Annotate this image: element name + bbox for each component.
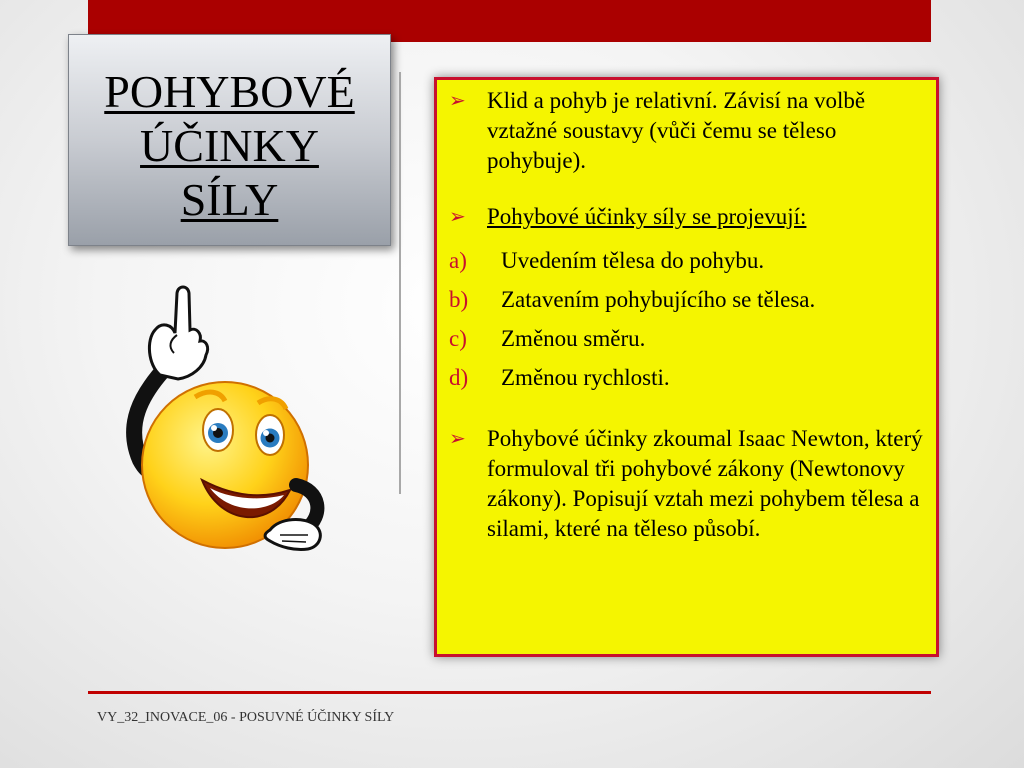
bullet-effects-heading: ➢ Pohybové účinky síly se projevují: bbox=[449, 202, 929, 232]
list-item: c) Změnou směru. bbox=[449, 326, 646, 351]
list-item: b) Zatavením pohybujícího se tělesa. bbox=[449, 287, 816, 312]
title-line-1: POHYBOVÉ bbox=[104, 66, 355, 117]
pointing-smiley-illustration bbox=[120, 285, 330, 575]
pointing-hand-icon bbox=[149, 287, 207, 379]
bullet-newton: ➢ Pohybové účinky zkoumal Isaac Newton, který formuloval tři pohybové zákony (Newtonovy zákony). Popisují vztah mezi pohybem tělesa a silami, které na těleso působí. bbox=[449, 426, 923, 541]
arrow-bullet-icon: ➢ bbox=[449, 428, 466, 450]
title-line-3: SÍLY bbox=[180, 174, 279, 225]
content-panel bbox=[434, 77, 939, 657]
list-item: d) Změnou rychlosti. bbox=[449, 365, 670, 390]
list-item: a) Uvedením tělesa do pohybu. bbox=[449, 248, 765, 273]
vertical-divider bbox=[399, 72, 401, 494]
footer-text: VY_32_INOVACE_06 - POSUVNÉ ÚČINKY SÍLY bbox=[97, 710, 395, 725]
title-box bbox=[68, 34, 391, 246]
arrow-bullet-icon: ➢ bbox=[449, 206, 466, 228]
footer-divider bbox=[88, 691, 931, 694]
arrow-bullet-icon: ➢ bbox=[449, 90, 466, 112]
bullet-relativity: ➢ Klid a pohyb je relativní. Závisí na volbě vztažné soustavy (vůči čemu se těleso pohybuje). bbox=[449, 88, 866, 173]
title-line-2: ÚČINKY bbox=[140, 120, 319, 171]
